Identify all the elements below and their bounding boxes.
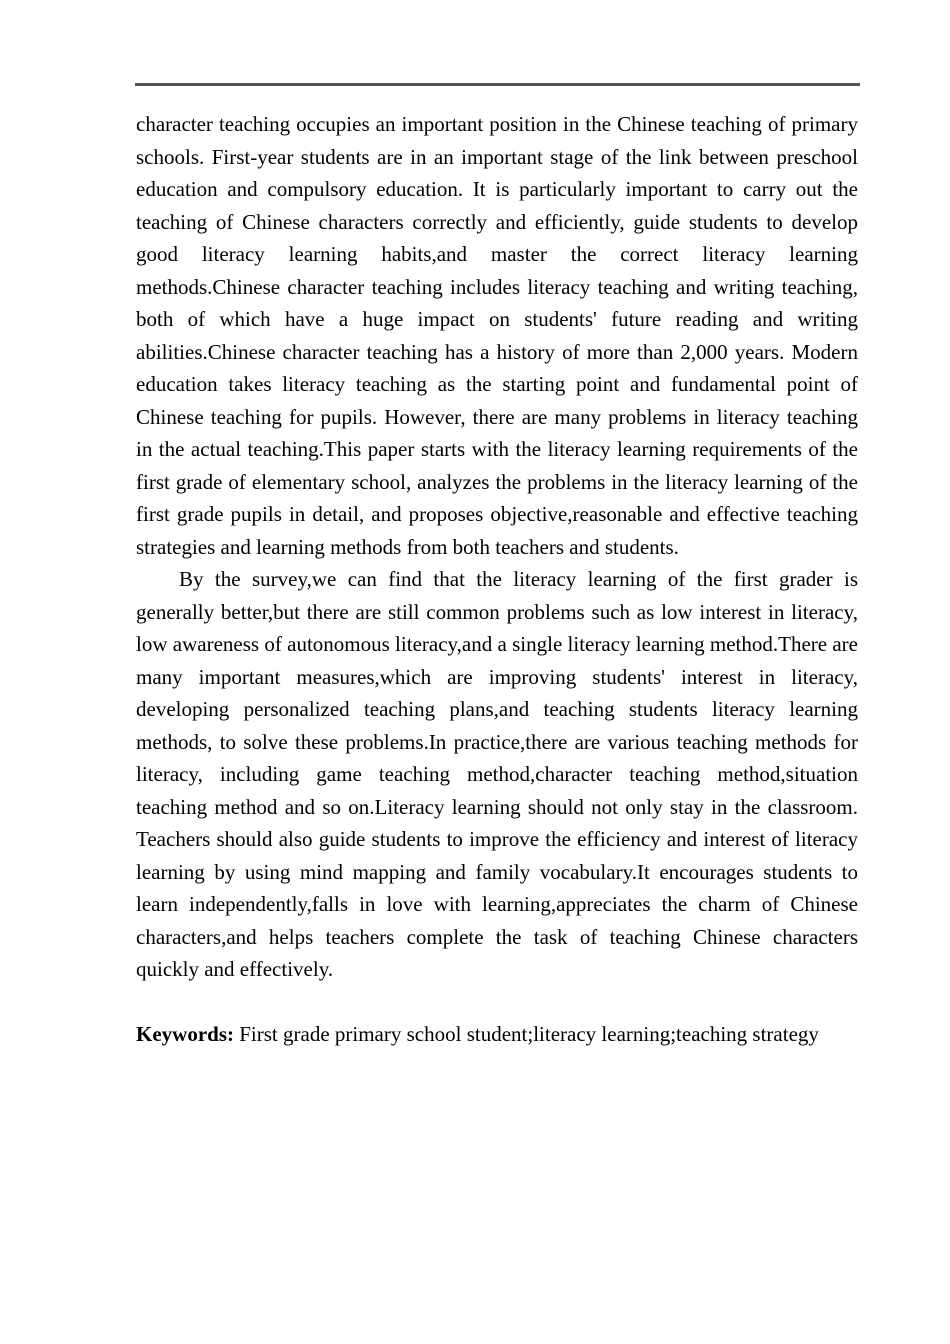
page-content	[136, 108, 864, 1051]
keywords-label: Keywords:	[136, 1022, 234, 1046]
header-separator-rule	[135, 83, 860, 86]
paragraph-survey-findings: By the survey,we can find that the literacy learning of the first grader is generally better,but there are still common problems such as low interest in literacy, low awareness of autonomous literacy,and a single literacy learning method.There are many important measures,which are improving students' interest in literacy, developing personalized teaching plans,and teaching students literacy learning methods, to solve these problems.In practice,there are various teaching methods for literacy, including game teaching method,character teaching method,situation teaching method and so on.Literacy learning should not only stay in the classroom. Teachers should also guide students to improve the efficiency and interest of literacy learning by using mind mapping and family vocabulary.It encourages students to learn independently,falls in love with learning,appreciates the charm of Chinese characters,and helps teachers complete the task of teaching Chinese characters quickly and effectively.	[136, 567, 864, 981]
page-footer	[0, 1130, 950, 1344]
page-header	[0, 0, 950, 84]
keywords-value: First grade primary school student;literacy learning;teaching strategy	[234, 1022, 819, 1046]
paragraph-spacer	[136, 986, 858, 1019]
paragraph-abstract-continuation: character teaching occupies an important position in the Chinese teaching of primary schools. First-year students are in an important stage of the link between preschool education and compulsory education. It is particularly important to carry out the teaching of Chinese characters correctly and efficiently, guide students to develop good literacy learning habits,and master the correct literacy learning methods.Chinese character teaching includes literacy teaching and writing teaching, both of which have a huge impact on students' future reading and writing abilities.Chinese character teaching has a history of more than 2,000 years. Modern education takes literacy teaching as the starting point and fundamental point of Chinese teaching for pupils. However, there are many problems in literacy teaching in the actual teaching.This paper starts with the literacy learning requirements of the first grade of elementary school, analyzes the problems in the literacy learning of the first grade pupils in detail, and proposes objective,reasonable and effective teaching strategies and learning methods from both teachers and students.	[136, 112, 864, 559]
keywords-line	[136, 1018, 858, 1051]
